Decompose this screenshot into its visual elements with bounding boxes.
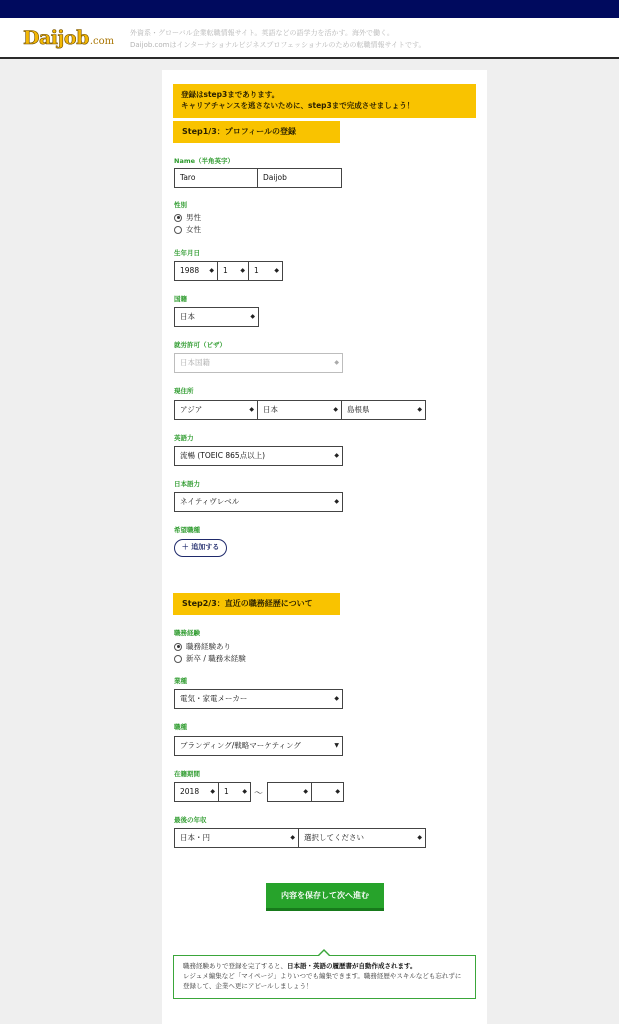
visa-label: 就労許可（ビザ） bbox=[174, 341, 226, 349]
last-name-input[interactable]: Daijob bbox=[257, 168, 342, 188]
updown-arrow-icon: ◆ bbox=[333, 406, 338, 413]
period-end-year-select[interactable] bbox=[267, 782, 312, 802]
residence-prefecture-select[interactable] bbox=[341, 400, 426, 420]
industry-select[interactable] bbox=[174, 689, 343, 709]
nationality-select[interactable] bbox=[174, 307, 259, 327]
tagline-line-1: 外資系・グローバル企業転職情報サイト。英語などの語学力を活かす。海外で働く。 bbox=[130, 29, 394, 37]
registration-form bbox=[162, 70, 487, 1024]
radio-checked-icon bbox=[174, 214, 182, 222]
gender-radio-male[interactable] bbox=[174, 212, 201, 223]
salary-amount-select[interactable] bbox=[298, 828, 426, 848]
updown-arrow-icon: ◆ bbox=[417, 406, 422, 413]
updown-arrow-icon: ◆ bbox=[335, 788, 340, 795]
updown-arrow-icon: ◆ bbox=[250, 313, 255, 320]
birth-year-select[interactable] bbox=[174, 261, 218, 281]
updown-arrow-icon: ◆ bbox=[334, 359, 339, 366]
info-text-bold: 日本語・英語の履歴書が自動作成されます。 bbox=[287, 962, 417, 970]
residence-region-value: アジア bbox=[180, 405, 203, 414]
save-and-next-button[interactable]: 内容を保存して次へ進む bbox=[266, 883, 384, 911]
experience-label: 職務経験 bbox=[174, 629, 200, 637]
updown-arrow-icon: ◆ bbox=[334, 452, 339, 459]
birth-day-value: 1 bbox=[254, 266, 259, 275]
updown-arrow-icon: ◆ bbox=[249, 406, 254, 413]
info-text-1: 職務経験ありで登録を完了すると、 bbox=[183, 962, 287, 970]
industry-label: 業種 bbox=[174, 677, 187, 685]
birthdate-label: 生年月日 bbox=[174, 249, 200, 257]
residence-region-select[interactable] bbox=[174, 400, 258, 420]
name-label: Name（半角英字） bbox=[174, 157, 235, 165]
steps-notice bbox=[173, 84, 476, 118]
info-text-2: レジュメ編集など「マイページ」よりいつでも編集できます。職務経歴やスキルなども忘れずに登録して、企業へ更にアピールしましょう！ bbox=[183, 972, 462, 990]
industry-value: 電気・家電メーカー bbox=[180, 694, 248, 703]
updown-arrow-icon: ◆ bbox=[242, 788, 247, 795]
updown-arrow-icon: ◆ bbox=[334, 695, 339, 702]
residence-prefecture-value: 島根県 bbox=[347, 405, 370, 414]
updown-arrow-icon: ◆ bbox=[290, 834, 295, 841]
japanese-level-select[interactable] bbox=[174, 492, 343, 512]
desired-job-label: 希望職種 bbox=[174, 526, 200, 534]
birth-month-select[interactable] bbox=[217, 261, 249, 281]
visa-value: 日本国籍 bbox=[180, 358, 210, 367]
birth-month-value: 1 bbox=[223, 266, 228, 275]
updown-arrow-icon: ◆ bbox=[210, 788, 215, 795]
visa-select[interactable] bbox=[174, 353, 343, 373]
site-header bbox=[0, 18, 619, 59]
logo-dai: Dai bbox=[23, 27, 58, 49]
birth-year-value: 1988 bbox=[180, 266, 200, 275]
radio-unchecked-icon bbox=[174, 226, 182, 234]
period-start-month-value: 1 bbox=[224, 787, 229, 796]
nationality-value: 日本 bbox=[180, 312, 195, 321]
updown-arrow-icon: ◆ bbox=[417, 834, 422, 841]
radio-unchecked-icon bbox=[174, 655, 182, 663]
period-tilde: 〜 bbox=[254, 789, 264, 799]
english-level-select[interactable] bbox=[174, 446, 343, 466]
english-level-value: 流暢 (TOEIC 865点以上) bbox=[180, 451, 266, 460]
resume-info-box bbox=[173, 955, 476, 999]
salary-currency-value: 日本・円 bbox=[180, 833, 210, 842]
japanese-label: 日本語力 bbox=[174, 480, 200, 488]
salary-label: 最後の年収 bbox=[174, 816, 207, 824]
updown-arrow-icon: ◆ bbox=[240, 267, 245, 274]
experience-yes-label: 職務経験あり bbox=[186, 642, 231, 651]
logo-com: .com bbox=[89, 36, 115, 47]
header-tagline bbox=[130, 27, 425, 51]
step2-banner: Step2/3：直近の職務経歴について bbox=[173, 593, 340, 615]
caret-up-icon bbox=[317, 949, 331, 956]
radio-checked-icon bbox=[174, 643, 182, 651]
residence-country-select[interactable] bbox=[257, 400, 342, 420]
caret-down-icon: ▼ bbox=[334, 742, 339, 749]
notice-line-2: キャリアチャンスを逃さないために、step3まで完成させましょう！ bbox=[181, 101, 415, 110]
gender-male-label: 男性 bbox=[186, 213, 201, 222]
updown-arrow-icon: ◆ bbox=[274, 267, 279, 274]
top-bar bbox=[0, 0, 619, 18]
updown-arrow-icon: ◆ bbox=[334, 498, 339, 505]
updown-arrow-icon: ◆ bbox=[303, 788, 308, 795]
updown-arrow-icon: ◆ bbox=[209, 267, 214, 274]
experience-none-label: 新卒 / 職務未経験 bbox=[186, 654, 246, 663]
first-name-input[interactable]: Taro bbox=[174, 168, 258, 188]
birth-day-select[interactable] bbox=[248, 261, 283, 281]
nationality-label: 国籍 bbox=[174, 295, 187, 303]
residence-country-value: 日本 bbox=[263, 405, 278, 414]
job-type-value: ブランディング/戦略マーケティング bbox=[180, 741, 301, 750]
tagline-line-2: Daijob.comはインターナショナルビジネスプロフェッショナルのための転職情報サイトです。 bbox=[130, 41, 426, 49]
salary-amount-value: 選択してください bbox=[304, 833, 364, 842]
period-end-month-select[interactable] bbox=[311, 782, 344, 802]
gender-label: 性別 bbox=[174, 201, 187, 209]
japanese-level-value: ネイティヴレベル bbox=[180, 497, 240, 506]
step1-banner: Step1/3：プロフィールの登録 bbox=[173, 121, 340, 143]
logo-job: job bbox=[57, 27, 89, 49]
job-type-select[interactable] bbox=[174, 736, 343, 756]
period-label: 在籍期間 bbox=[174, 770, 200, 778]
residence-label: 現住所 bbox=[174, 387, 194, 395]
info-line-1 bbox=[183, 961, 466, 971]
job-type-label: 職種 bbox=[174, 723, 187, 731]
period-start-year-value: 2018 bbox=[180, 787, 200, 796]
daijob-logo[interactable] bbox=[23, 27, 114, 51]
period-start-month-select[interactable] bbox=[218, 782, 251, 802]
salary-currency-select[interactable] bbox=[174, 828, 299, 848]
english-label: 英語力 bbox=[174, 434, 194, 442]
notice-line-1: 登録はstep3まであります。 bbox=[181, 90, 280, 99]
gender-female-label: 女性 bbox=[186, 225, 201, 234]
experience-radio-yes[interactable] bbox=[174, 641, 231, 652]
experience-radio-none[interactable] bbox=[174, 653, 246, 664]
gender-radio-female[interactable] bbox=[174, 224, 201, 235]
add-desired-job-button[interactable]: ＋ 追加する bbox=[174, 539, 227, 557]
period-start-year-select[interactable] bbox=[174, 782, 219, 802]
